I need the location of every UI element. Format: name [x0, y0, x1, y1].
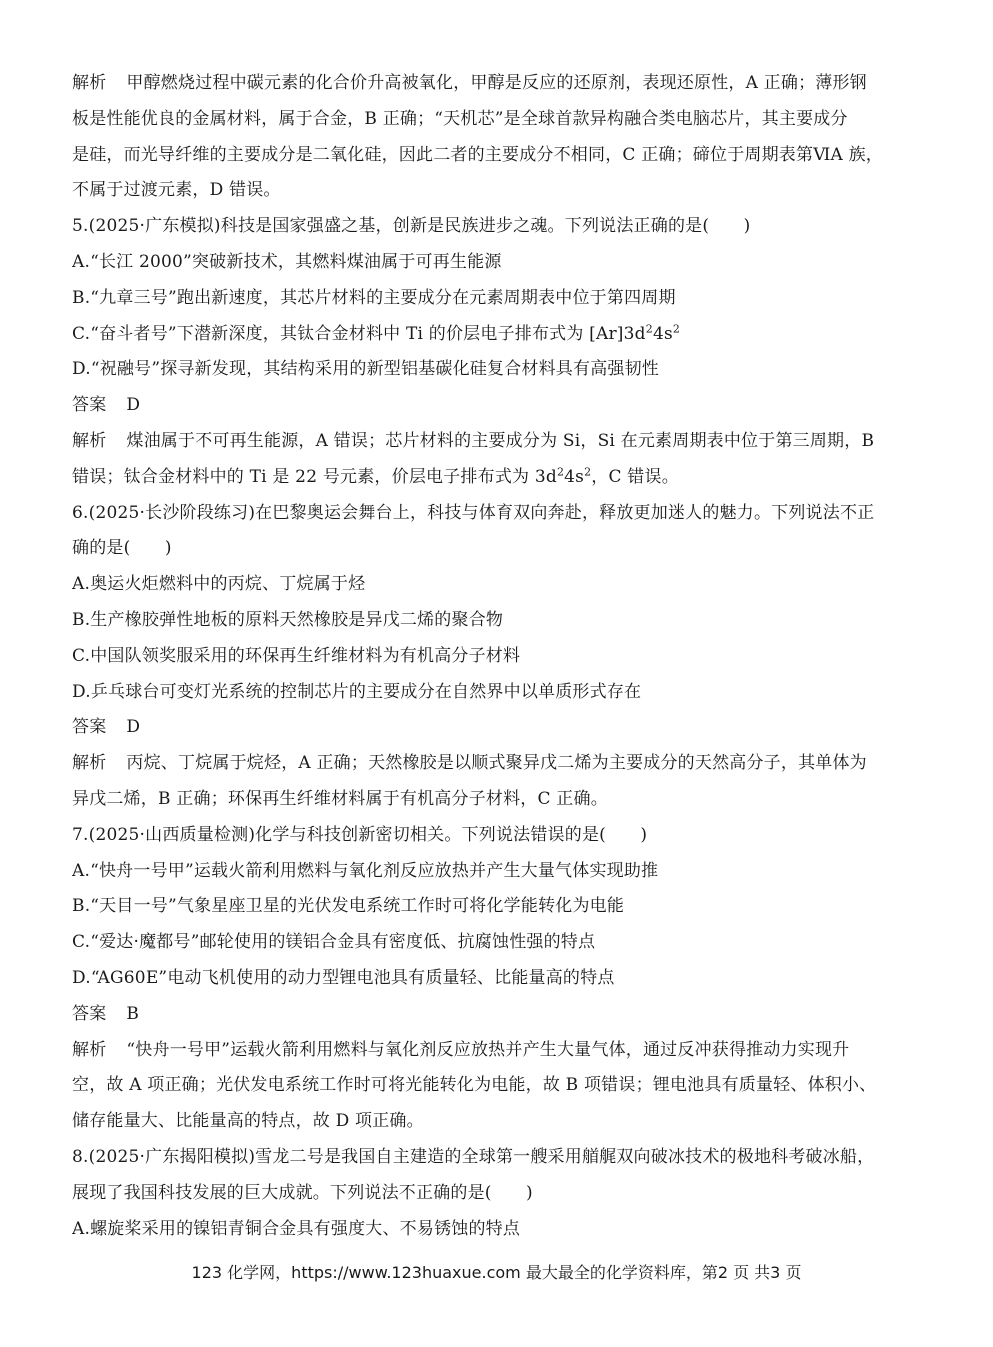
- q7-option-a: A.“快舟一号甲”运载火箭利用燃料与氧化剂反应放热并产生大量气体实现助推: [72, 860, 659, 881]
- q6-option-c: C.中国队领奖服采用的环保再生纤维材料为有机高分子材料: [72, 645, 521, 666]
- q7-explanation-line: 储存能量大、比能量高的特点，故 D 项正确。: [72, 1111, 424, 1132]
- q6-option-b: B.生产橡胶弹性地板的原料天然橡胶是异戊二烯的聚合物: [72, 609, 504, 630]
- q6-stem: 确的是( ): [72, 538, 172, 559]
- q4-explanation-line: 板是性能优良的金属材料，属于合金，B 正确；“天机芯”是全球首款异构融合类电脑芯片，其主要成分: [72, 108, 848, 129]
- answer-label: 答案: [72, 395, 107, 416]
- q5-explanation-line: 错误；钛合金材料中的 Ti 是 22 号元素，价层电子排布式为 $3d^24s^2$，C 错误。: [72, 465, 679, 487]
- q6-answer: [72, 710, 942, 746]
- answer-value: D: [126, 395, 141, 416]
- q5-stem: 5.(2025·广东模拟)科技是国家强盛之基，创新是民族进步之魂。下列说法正确的是( ): [72, 216, 751, 237]
- explanation-label: 解析: [72, 1039, 107, 1060]
- q8-stem: 8.(2025·广东揭阳模拟)雪龙二号是我国自主建造的全球第一艘采用艏艉双向破冰技术的极地科考破冰船，: [72, 1146, 875, 1167]
- page-footer: 123 化学网，https://www.123huaxue.com 最大最全的化学资料库，第2 页 共3 页: [191, 1263, 802, 1282]
- q5-answer: [72, 388, 942, 424]
- q8-stem: 展现了我国科技发展的巨大成就。下列说法不正确的是( ): [72, 1182, 533, 1203]
- q8-option-a: A.螺旋桨采用的镍铝青铜合金具有强度大、不易锈蚀的特点: [72, 1218, 521, 1239]
- q5-option-b: B.“九章三号”跑出新速度，其芯片材料的主要成分在元素周期表中位于第四周期: [72, 287, 676, 308]
- answer-value: B: [126, 1003, 140, 1024]
- q5-option-a: A.“长江 2000”突破新技术，其燃料煤油属于可再生能源: [72, 251, 502, 272]
- q5-option-d: D.“祝融号”探寻新发现，其结构采用的新型铝基碳化硅复合材料具有高强韧性: [72, 359, 660, 380]
- explanation-label: 解析: [72, 753, 107, 774]
- explanation-label: 解析: [72, 73, 107, 93]
- answer-label: 答案: [72, 717, 107, 738]
- q6-option-d: D.乒乓球台可变灯光系统的控制芯片的主要成分在自然界中以单质形式存在: [72, 681, 642, 702]
- q4-explanation-line: 解析 甲醇燃烧过程中碳元素的化合价升高被氧化，甲醇是反应的还原剂，表现还原性，A 正确；薄形钢: [72, 73, 867, 93]
- q7-option-c: C.“爱达·魔都号”邮轮使用的镁铝合金具有密度低、抗腐蚀性强的特点: [72, 932, 596, 953]
- q7-option-d: D.“AG60E”电动飞机使用的动力型锂电池具有质量轻、比能量高的特点: [72, 967, 615, 988]
- q6-explanation-line: 解析 丙烷、丁烷属于烷烃，A 正确；天然橡胶是以顺式聚异戊二烯为主要成分的天然高分子，其单体为: [72, 753, 867, 774]
- q7-explanation-line: 解析 “快舟一号甲”运载火箭利用燃料与氧化剂反应放热并产生大量气体，通过反冲获得推动力实现升: [72, 1039, 850, 1060]
- q7-explanation-line: 空，故 A 项正确；光伏发电系统工作时可将光能转化为电能，故 B 项错误；锂电池具有质量轻、体积小、: [72, 1075, 877, 1096]
- q7-option-b: B.“天目一号”气象星座卫星的光伏发电系统工作时可将化学能转化为电能: [72, 896, 625, 917]
- q7-answer: [72, 997, 942, 1033]
- q6-option-a: A.奥运火炬燃料中的丙烷、丁烷属于烃: [72, 574, 366, 595]
- q7-stem: 7.(2025·山西质量检测)化学与科技创新密切相关。下列说法错误的是( ): [72, 824, 648, 845]
- q5-explanation-line: 解析 煤油属于不可再生能源，A 错误；芯片材料的主要成分为 Si，Si 在元素周期表中位于第三周期，B: [72, 430, 875, 451]
- q4-explanation-line: 不属于过渡元素，D 错误。: [72, 180, 281, 201]
- q6-explanation-line: 异戊二烯，B 正确；环保再生纤维材料属于有机高分子材料，C 正确。: [72, 788, 608, 809]
- q6-stem: 6.(2025·长沙阶段练习)在巴黎奥运会舞台上，科技与体育双向奔赴，释放更加迷人的魅力。下列说法不正: [72, 502, 875, 523]
- q4-explanation-line: 是硅，而光导纤维的主要成分是二氧化硅，因此二者的主要成分不相同，C 正确；碲位于周期表第ⅥA 族，: [72, 144, 883, 165]
- document-page: [72, 66, 942, 1247]
- answer-value: D: [126, 717, 141, 738]
- answer-label: 答案: [72, 1003, 107, 1024]
- q5-option-c: C.“奋斗者号”下潜新深度，其钛合金材料中 Ti 的价层电子排布式为 $[Ar]3d^24s^2$: [72, 321, 681, 344]
- explanation-label: 解析: [72, 430, 107, 451]
